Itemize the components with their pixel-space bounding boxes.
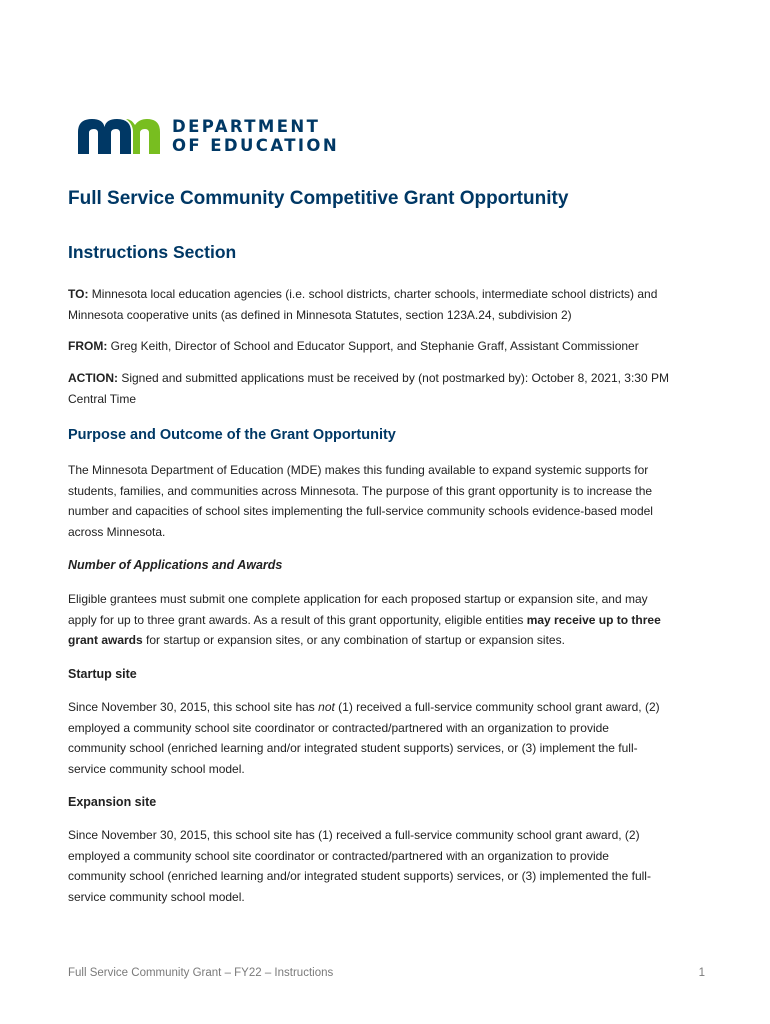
action-paragraph xyxy=(68,368,708,409)
startup-text-1a: Since November 30, 2015, this school site has xyxy=(68,700,319,714)
startup-heading: Startup site xyxy=(68,667,137,681)
logo-line-education: OF EDUCATION xyxy=(172,136,340,155)
applications-heading: Number of Applications and Awards xyxy=(68,558,283,572)
startup-paragraph xyxy=(68,697,708,779)
action-line-2: Central Time xyxy=(68,391,137,406)
applications-emphasis-1: may receive up to three xyxy=(526,612,661,627)
to-line-2: Minnesota cooperative units (as defined in Minnesota Statutes, section 123A.24, subdivision 2) xyxy=(68,307,572,322)
applications-paragraph xyxy=(68,589,708,651)
from-paragraph xyxy=(68,336,708,357)
startup-line-3: community school (enriched learning and/or integrated student supports) services, or (3) implement the full- xyxy=(68,741,638,755)
expansion-line: community school (enriched learning and/or integrated student supports) services, or (3) implemented the full- xyxy=(68,869,651,883)
applications-line-2 xyxy=(68,610,708,631)
purpose-line: number and capacities of school sites implementing the full-service community schools evidence-based model xyxy=(68,504,653,518)
applications-line-3 xyxy=(68,630,708,651)
logo-wordmark xyxy=(172,117,339,155)
from-label: FROM: xyxy=(68,339,108,353)
action-line-1 xyxy=(68,368,708,389)
from-text: Greg Keith, Director of School and Educator Support, and Stephanie Graff, Assistant Commissioner xyxy=(107,339,639,353)
to-text-1: Minnesota local education agencies (i.e. school districts, charter schools, intermediate school districts) and xyxy=(88,287,658,301)
to-label: TO: xyxy=(68,287,89,301)
purpose-heading: Purpose and Outcome of the Grant Opportunity xyxy=(68,427,396,443)
applications-emphasis-2: grant awards xyxy=(68,633,143,647)
startup-emphasis-not: not xyxy=(318,700,335,714)
purpose-line: students, families, and communities across Minnesota. The purpose of this grant opportunity is to increase the xyxy=(68,483,653,498)
page-number: 1 xyxy=(698,967,705,979)
expansion-line: service community school model. xyxy=(68,889,245,904)
expansion-paragraph xyxy=(68,825,708,907)
applications-text-2a: apply for up to three grant awards. As a result of this grant opportunity, eligible entities xyxy=(68,612,527,627)
instructions-heading: Instructions Section xyxy=(68,242,237,262)
from-line xyxy=(68,336,708,357)
footer-title: Full Service Community Grant – FY22 – Instructions xyxy=(68,967,334,979)
startup-line-1 xyxy=(68,697,708,718)
applications-text-3b: for startup or expansion sites, or any combination of startup or expansion sites. xyxy=(142,633,565,647)
action-label: ACTION: xyxy=(68,371,118,385)
action-text-1: Signed and submitted applications must be received by (not postmarked by): October 8, 2021, 3:30 PM xyxy=(118,371,669,385)
purpose-paragraph xyxy=(68,460,708,542)
purpose-line: across Minnesota. xyxy=(68,524,166,539)
mde-logo xyxy=(76,116,356,158)
logo-line-department: DEPARTMENT xyxy=(172,117,321,136)
expansion-line: Since November 30, 2015, this school site has (1) received a full-service community school grant award, (2) xyxy=(68,828,640,842)
expansion-line: employed a community school site coordinator or contracted/partnered with an organization to provide xyxy=(68,848,609,863)
applications-line-1: Eligible grantees must submit one complete application for each proposed startup or expansion site, and may xyxy=(68,592,648,606)
startup-text-1c: (1) received a full-service community school grant award, (2) xyxy=(334,700,660,714)
expansion-heading: Expansion site xyxy=(68,795,157,809)
to-paragraph xyxy=(68,284,708,325)
to-line-1 xyxy=(68,284,708,305)
mn-logo-mark-icon xyxy=(76,116,162,156)
startup-line-4: service community school model. xyxy=(68,761,245,776)
startup-line-2: employed a community school site coordinator or contracted/partnered with an organization to provide xyxy=(68,720,609,735)
document-title: Full Service Community Competitive Grant Opportunity xyxy=(68,188,569,209)
purpose-line: The Minnesota Department of Education (MDE) makes this funding available to expand systemic supports for xyxy=(68,463,649,477)
